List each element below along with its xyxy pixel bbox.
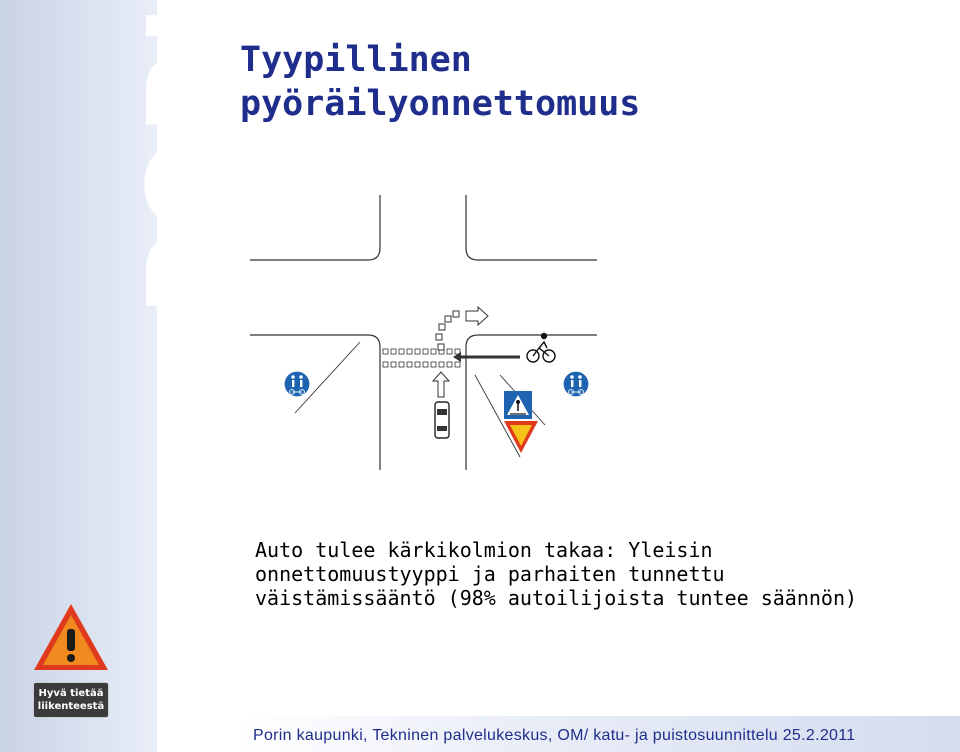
cyclist-icon [527, 334, 555, 363]
pori-logo-text: PORI [125, 2, 255, 316]
diagram-caption [255, 538, 857, 610]
sidebar-panel [0, 0, 255, 752]
turning-path-arrows [436, 307, 488, 350]
pori-logo [22, 2, 255, 316]
pedestrian-cycle-sign-left [284, 371, 310, 397]
pedestrian-cycle-sign-right [563, 371, 589, 397]
pedestrian-crossing-sign [504, 391, 532, 419]
title-line-1: Tyypillinen [240, 40, 472, 80]
info-badge [33, 682, 109, 718]
car-icon [435, 402, 449, 438]
info-badge-line1: Hyvä tietää [38, 688, 104, 699]
footer-text: Porin kaupunki, Tekninen palvelukeskus, OM/ katu- ja puistosuunnittelu 25.2.2011 [253, 727, 856, 744]
road-edges [250, 195, 597, 470]
caption-line-1: Auto tulee kärkikolmion takaa: Yleisin [255, 538, 713, 562]
caption-line-3: väistämissääntö (98% autoilijoista tuntee säännön) [255, 586, 858, 610]
caption-line-2: onnettomuustyyppi ja parhaiten tunnettu [255, 562, 725, 586]
warning-sign-icon [31, 601, 111, 673]
info-badge-line2: liikenteestä [37, 701, 105, 712]
intersection-diagram [240, 185, 600, 475]
title-line-2: pyöräilyonnettomuus [240, 84, 641, 124]
zebra-crossing-marks [383, 349, 460, 367]
cyclist-path-arrow [453, 352, 520, 362]
page-title [240, 38, 640, 126]
car-forward-arrow [433, 372, 449, 397]
